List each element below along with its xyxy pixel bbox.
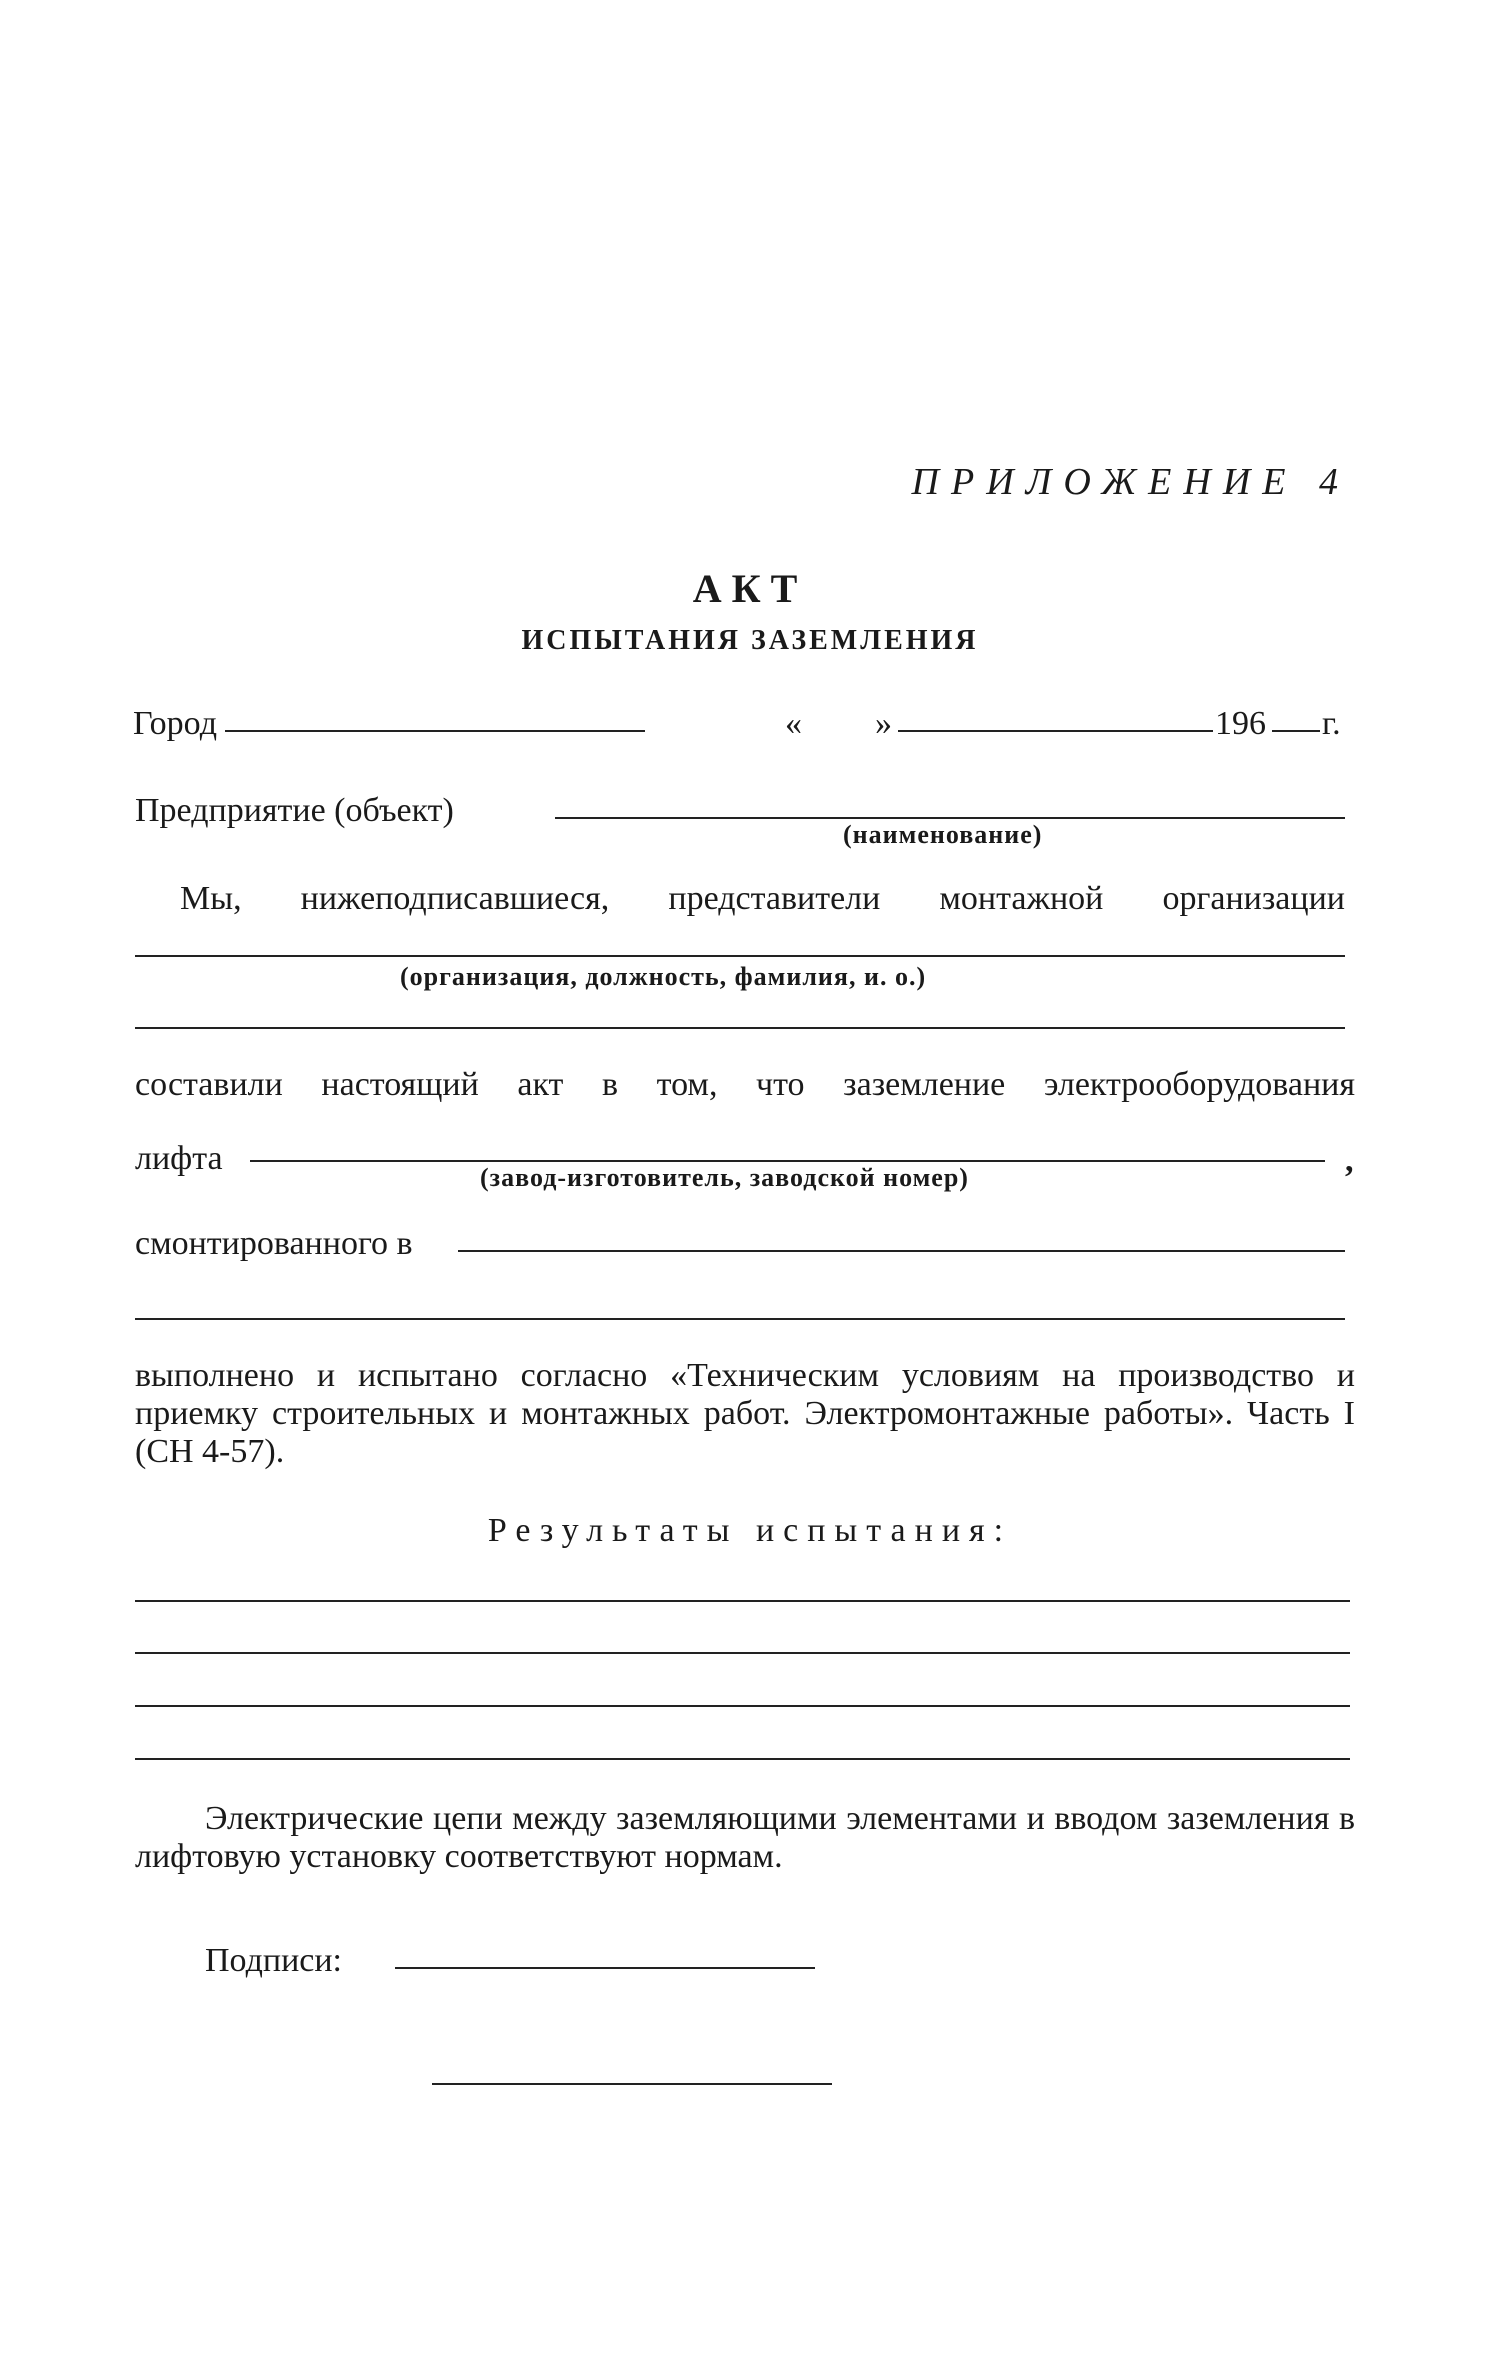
date-quote-open: « xyxy=(785,705,802,742)
year-prefix: 196 xyxy=(1215,705,1266,742)
enterprise-label: Предприятие (объект) xyxy=(135,792,454,829)
signatures-label: Подписи: xyxy=(205,1942,342,1979)
city-field-line[interactable] xyxy=(225,730,645,732)
appendix-label: ПРИЛОЖЕНИЕ 4 xyxy=(911,461,1350,503)
results-line-2[interactable] xyxy=(135,1652,1350,1654)
mounted-field-line-2[interactable] xyxy=(135,1318,1345,1320)
city-label: Город xyxy=(133,705,217,742)
lift-field-line[interactable] xyxy=(250,1160,1325,1162)
performed-paragraph: выполнено и испытано согласно «Техническим условиям на производство и приемку строительных и монтажных работ. Электромонтажные работы». Часть I (СН 4-57). xyxy=(135,1357,1355,1470)
composed-text: составили настоящий акт в том, что заземление электрооборудования xyxy=(135,1066,1355,1103)
act-title: АКТ xyxy=(692,566,808,611)
results-heading: Результаты испытания: xyxy=(487,1512,1013,1549)
organization-field-line-2[interactable] xyxy=(135,1027,1345,1029)
act-subtitle: ИСПЫТАНИЯ ЗАЗЕМЛЕНИЯ xyxy=(521,625,979,656)
enterprise-field-line[interactable] xyxy=(555,817,1345,819)
we-text: Мы, нижеподписавшиеся, представители монтажной организации xyxy=(180,880,1345,917)
year-field-line[interactable] xyxy=(1272,730,1320,732)
results-line-3[interactable] xyxy=(135,1705,1350,1707)
organization-caption: (организация, должность, фамилия, и. о.) xyxy=(400,962,927,991)
circuits-paragraph: Электрические цепи между заземляющими элементами и вводом заземления в лифтовую установку соответствуют нормам. xyxy=(135,1800,1355,1875)
signature-line-2[interactable] xyxy=(432,2083,832,2085)
mounted-field-line[interactable] xyxy=(458,1250,1345,1252)
date-month-line[interactable] xyxy=(898,730,1213,732)
lift-label: лифта xyxy=(135,1140,223,1177)
lift-caption: (завод-изготовитель, заводской номер) xyxy=(480,1163,969,1192)
year-suffix: г. xyxy=(1322,705,1341,742)
signature-line-1[interactable] xyxy=(395,1967,815,1969)
results-line-4[interactable] xyxy=(135,1758,1350,1760)
enterprise-caption: (наименование) xyxy=(843,820,1043,849)
results-line-1[interactable] xyxy=(135,1600,1350,1602)
organization-field-line[interactable] xyxy=(135,955,1345,957)
mounted-label: смонтированного в xyxy=(135,1225,413,1262)
date-quote-close: » xyxy=(875,705,892,742)
lift-end-mark: , xyxy=(1345,1142,1354,1179)
